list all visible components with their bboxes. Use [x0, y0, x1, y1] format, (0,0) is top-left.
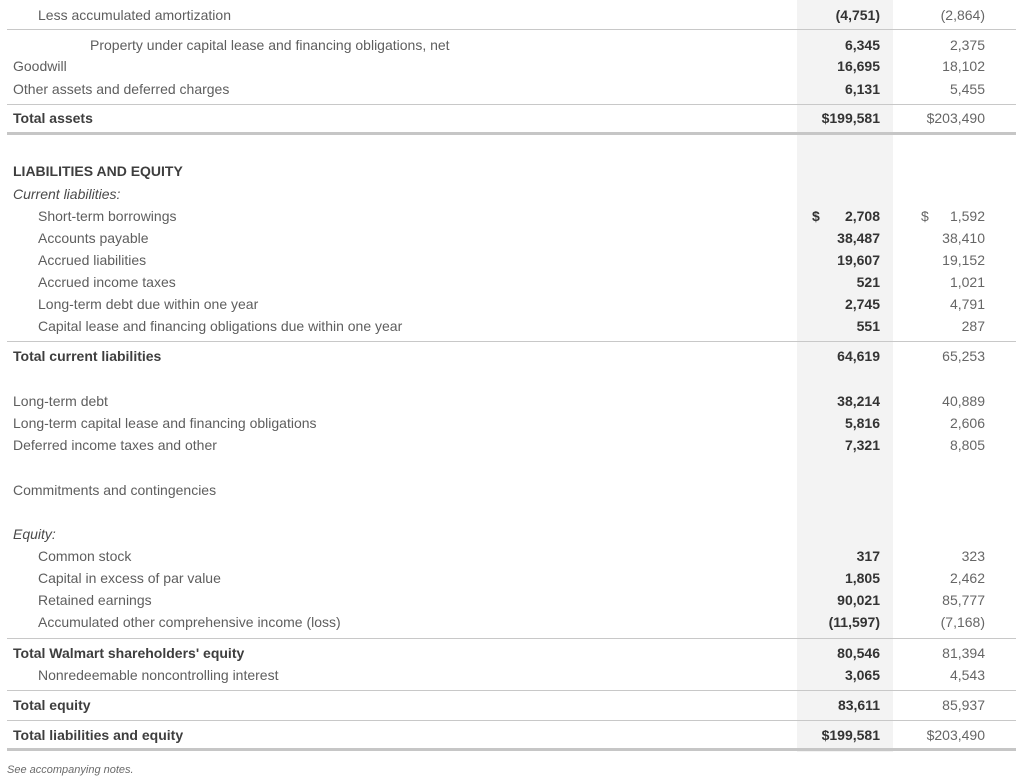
value-prior: 81,394	[942, 645, 985, 661]
value-current: 5,816	[844, 415, 880, 431]
value-prior: (7,168)	[940, 614, 985, 630]
rule	[7, 720, 1016, 721]
value-prior: 4,791	[949, 296, 985, 312]
row-accrued-liabilities	[0, 250, 1024, 270]
row-total-assets	[0, 108, 1024, 128]
row-total-walmart-shareholders-equity	[0, 643, 1024, 663]
value-current: 6,345	[844, 37, 880, 53]
section-heading-liabilities-equity	[0, 161, 1024, 181]
value-current: 1,805	[844, 570, 880, 586]
value-current: (11,597)	[828, 614, 880, 630]
row-accounts-payable	[0, 228, 1024, 248]
row-less-accumulated-amortization	[0, 5, 1024, 25]
value-current: 19,607	[837, 252, 880, 268]
row-label: Accrued income taxes	[38, 274, 176, 290]
row-label: Less accumulated amortization	[38, 7, 231, 23]
value-current: 83,611	[837, 697, 880, 713]
row-label: Commitments and contingencies	[13, 482, 217, 498]
value-prior: 4,543	[949, 667, 985, 683]
rule	[7, 104, 1016, 105]
value-current: 551	[856, 318, 880, 334]
row-label: Total assets	[13, 110, 93, 126]
row-label: Long-term capital lease and financing obligations	[13, 415, 317, 431]
value-current: 64,619	[837, 348, 880, 364]
row-label: Total equity	[13, 697, 91, 713]
subheading: Equity:	[13, 526, 56, 542]
currency-symbol-current: $	[812, 208, 820, 224]
row-retained-earnings	[0, 590, 1024, 610]
row-long-term-capital-lease	[0, 413, 1024, 433]
row-label: Nonredeemable noncontrolling interest	[38, 667, 279, 683]
value-current: 38,214	[837, 393, 880, 409]
value-current: 2,745	[844, 296, 880, 312]
row-label: Total liabilities and equity	[13, 727, 184, 743]
rule-total-liabilities-equity	[7, 748, 1016, 751]
row-label: Goodwill	[13, 58, 67, 74]
row-long-term-debt-due-within-one-year	[0, 294, 1024, 314]
row-commitments-contingencies	[0, 480, 1024, 500]
row-capital-lease-due-within-one-year	[0, 316, 1024, 336]
value-prior: $203,490	[926, 727, 985, 743]
value-prior: 5,455	[949, 81, 985, 97]
value-prior: 2,462	[949, 570, 985, 586]
footnote: See accompanying notes.	[7, 764, 134, 776]
row-total-equity	[0, 695, 1024, 715]
value-prior: 2,375	[949, 37, 985, 53]
currency-symbol-prior: $	[921, 208, 929, 224]
row-label: Other assets and deferred charges	[13, 81, 230, 97]
row-total-liabilities-and-equity	[0, 725, 1024, 745]
row-label: Capital lease and financing obligations due within one year	[38, 318, 403, 334]
value-prior: 85,777	[942, 592, 985, 608]
row-total-current-liabilities	[0, 346, 1024, 366]
value-prior: 323	[961, 548, 985, 564]
row-capital-in-excess-of-par	[0, 568, 1024, 588]
value-prior: 287	[961, 318, 985, 334]
row-accrued-income-taxes	[0, 272, 1024, 292]
rule	[7, 690, 1016, 691]
row-label: Total current liabilities	[13, 348, 162, 364]
value-prior: (2,864)	[940, 7, 985, 23]
row-label: Common stock	[38, 548, 132, 564]
row-accumulated-oci	[0, 612, 1024, 632]
subheading-equity	[0, 524, 1024, 544]
value-current: 7,321	[844, 437, 880, 453]
value-prior: 19,152	[942, 252, 985, 268]
row-label: Long-term debt due within one year	[38, 296, 259, 312]
row-long-term-debt	[0, 391, 1024, 411]
value-prior: 85,937	[942, 697, 985, 713]
value-current: 2,708	[844, 208, 880, 224]
row-label: Capital in excess of par value	[38, 570, 221, 586]
row-other-assets	[0, 79, 1024, 99]
section-heading: LIABILITIES AND EQUITY	[13, 163, 183, 179]
value-current: 3,065	[844, 667, 880, 683]
row-label: Accumulated other comprehensive income (loss)	[38, 614, 341, 630]
value-prior: $203,490	[926, 110, 985, 126]
row-property-capital-lease-net	[0, 35, 1024, 55]
row-label: Retained earnings	[38, 592, 152, 608]
rule	[7, 638, 1016, 639]
value-prior: 1,592	[949, 208, 985, 224]
row-label: Long-term debt	[13, 393, 108, 409]
value-current: 90,021	[837, 592, 880, 608]
value-current: 80,546	[837, 645, 880, 661]
row-short-term-borrowings	[0, 206, 1024, 226]
value-current: 521	[856, 274, 880, 290]
row-label: Total Walmart shareholders' equity	[13, 645, 245, 661]
value-current: $199,581	[821, 727, 880, 743]
rule	[7, 341, 1016, 342]
row-deferred-income-taxes	[0, 435, 1024, 455]
subheading-current-liabilities	[0, 184, 1024, 204]
value-current: 16,695	[837, 58, 880, 74]
value-prior: 8,805	[949, 437, 985, 453]
value-current: (4,751)	[835, 7, 880, 23]
value-prior: 38,410	[942, 230, 985, 246]
value-prior: 18,102	[942, 58, 985, 74]
value-current: $199,581	[821, 110, 880, 126]
value-prior: 1,021	[949, 274, 985, 290]
row-common-stock	[0, 546, 1024, 566]
value-prior: 2,606	[949, 415, 985, 431]
value-prior: 40,889	[942, 393, 985, 409]
row-label: Deferred income taxes and other	[13, 437, 217, 453]
rule	[7, 29, 1016, 30]
row-label: Property under capital lease and financing obligations, net	[90, 37, 450, 53]
rule-total-assets	[7, 132, 1016, 135]
row-label: Accrued liabilities	[38, 252, 147, 268]
row-label: Accounts payable	[38, 230, 149, 246]
value-prior: 65,253	[942, 348, 985, 364]
row-nonredeemable-noncontrolling-interest	[0, 665, 1024, 685]
value-current: 317	[856, 548, 880, 564]
row-label: Short-term borrowings	[38, 208, 177, 224]
subheading: Current liabilities:	[13, 186, 121, 202]
row-goodwill	[0, 56, 1024, 76]
value-current: 6,131	[844, 81, 880, 97]
value-current: 38,487	[837, 230, 880, 246]
